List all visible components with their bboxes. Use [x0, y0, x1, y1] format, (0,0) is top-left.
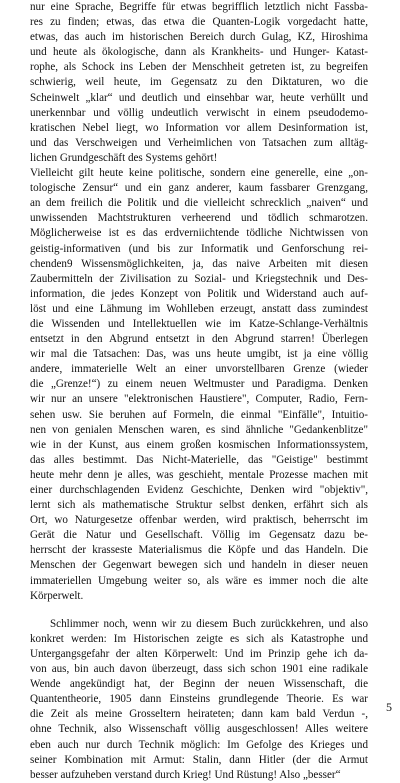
- text-line: die „Grenze!“) zu einem neuen Weltmuster und Paradigma. Denken: [30, 378, 368, 391]
- paragraph-gap: [30, 604, 368, 617]
- text-line: heute mehr denn je alles, was geschieht, mentale Prozesse machen mit: [30, 468, 368, 481]
- text-line: die Zeit als meine Grosseltern heirateten; dann kam bald Verdun -,: [30, 708, 368, 721]
- text-line: kratischen Nebel liegt, wo Information vor allem Desinformation ist,: [30, 121, 368, 134]
- text-line: Quantentheorie, 1905 dann Einsteins grundlegende Theorie. Es war: [30, 693, 368, 706]
- text-line: von aus, bin auch davon überzeugt, dass sich schon 1901 eine radikale: [30, 663, 368, 676]
- page-number: 5: [386, 700, 392, 714]
- text-line: nen von genialen Menschen waren, es sind ähnliche "Gedankenblitze": [30, 423, 368, 436]
- text-line: die Wissenden und Intellektuellen wie im Katze-Schlange-Verhältnis: [30, 317, 368, 330]
- text-line: Körperwelt.: [30, 589, 84, 602]
- paragraph-2: [30, 166, 368, 604]
- text-line: lernt sich als mathematische Struktur selbst denken, erfährt sich als: [30, 499, 368, 512]
- text-line: chenden9 Wissensmöglichkeiten, ja, das naive Arbeiten mit diesen: [30, 257, 368, 270]
- text-line: Ort, wo Naturgesetze offenbar werden, wird praktisch, beherrscht im: [30, 514, 368, 527]
- text-line: res zu finden; etwas, das etwa die Quanten-Logik vorgedacht hatte,: [30, 16, 368, 29]
- text-line: Untergangsgefahr der alten Körperwelt: Und im Prinzip gehe ich da-: [30, 647, 368, 660]
- text-line: wir mal die Tatsachen: Das, was uns heute umgibt, ist ja eine völlig: [30, 348, 368, 361]
- text-line: Möglicherweise ist es das erdverniichtende tödliche Nichtwissen von: [30, 227, 368, 240]
- text-line: wir nur an unsere "elektronischen Haustiere", Computer, Radio, Fern-: [30, 393, 368, 406]
- text-line: Gerät die Natur und Gesellschaft. Völlig im Gegensatz dazu be-: [30, 529, 368, 542]
- text-line: Zaubermitteln der Zivilisation zu Sozial- und Kriegstechnik und Des-: [30, 272, 368, 285]
- text-line: etwas, das auch im historischen Bereich durch Gulag, KZ, Hiroshima: [30, 31, 368, 44]
- text-line: und das Verschweigen und Verheimlichen von Tatsachen zum alltäg-: [30, 136, 368, 149]
- text-line: rophe, als Schock ins Leben der Menschheit getreten ist, zu begreifen: [30, 61, 368, 74]
- text-line: besser aufzuheben verstand durch Krieg! Und Rüstung! Also „besser“: [30, 768, 341, 781]
- text-line: lichen Grundgeschäft des Systems gehört!: [30, 151, 218, 164]
- text-line: schwierig, weil heute, im Gegensatz zu den Diktaturen, wo die: [30, 76, 368, 89]
- text-line: andere, immaterielle Welt an einer unvorstellbaren Grenze (wieder: [30, 363, 368, 376]
- text-line: ohne Technik, also Wissenschaft völlig ausgeschlossen! Alles weitere: [30, 723, 368, 736]
- text-line: unerkennbar und völlig undeutlich verwischt in einem pseudodemo-: [30, 106, 368, 119]
- paragraph-1: [30, 0, 368, 166]
- text-line: löst und eine Lähmung im Wohlleben erzeugt, anstatt dass zumindest: [30, 302, 368, 315]
- text-line: an dem freilich die Politik und die vielleicht schrecklich „naiven“ und: [30, 197, 368, 210]
- text-line: konkret werden: Im Historischen zeigte es sich als Katastrophe und: [30, 632, 368, 645]
- paragraph-3: [30, 617, 368, 783]
- text-line: unwissenden Machtstrukturen verheerend und tödlich schmarotzen.: [30, 212, 368, 225]
- text-line: Schlimmer noch, wenn wir zu diesem Buch zurückkehren, und also: [50, 617, 368, 630]
- text-line: seiner Kombination mit Armut: Stalin, dann Hitler (der die Armut: [30, 753, 368, 766]
- text-line: und heute als ökologische, dann als Krankheits- und Hunger- Katast-: [30, 46, 368, 59]
- text-line: tologische Zensur“ und ein ganz anderer, kaum fassbarer Grenzgang,: [30, 182, 368, 195]
- text-line: Wende angekündigt hat, der Beginn der neuen Wissenschaft, die: [30, 678, 368, 691]
- text-line: immateriellen Umgebung weiter so, als wäre es immer noch die alte: [30, 574, 368, 587]
- text-line: entsetzt in den Abgrund entsetzt in den Abgrund starren! Überlegen: [30, 333, 368, 346]
- text-line: eben auch nur durch Technik möglich: Im Gefolge des Krieges und: [30, 738, 368, 751]
- text-line: nur eine Sprache, Begriffe für etwas begrifflich letztlich nicht Fassba-: [30, 1, 368, 13]
- text-line: Scheinwelt „klar“ und deutlich und einsehbar war, heute verhüllt und: [30, 91, 368, 104]
- text-line: herrscht der krasseste Materialismus die Köpfe und das Handeln. Die: [30, 544, 368, 557]
- text-line: information, die jedes Konzept von Politik und Widerstand auch auf-: [30, 287, 368, 300]
- body-text: [30, 0, 368, 783]
- text-line: einer durchschlagenden Evidenz Geschichte, Denken wird "objektiv",: [30, 484, 368, 496]
- text-line: sehen usw. Sie beruhen auf Formeln, die einmal "Einfälle", Intuitio-: [30, 408, 368, 421]
- text-line: Vielleicht gilt heute keine politische, sondern eine generelle, eine „on-: [30, 167, 368, 180]
- text-line: das alles bestimmt. Das Nicht-Materielle, das "Geistige" bestimmt: [30, 453, 368, 466]
- text-line: wie in der Kunst, aus einem großen kosmischen Informationssystem,: [30, 438, 368, 451]
- text-line: Menschen der Gegenwart bewegen sich und handeln in dieser neuen: [30, 559, 368, 572]
- text-line: geistig-informativen (und bis zur Informatik und Genforschung rei-: [30, 242, 368, 255]
